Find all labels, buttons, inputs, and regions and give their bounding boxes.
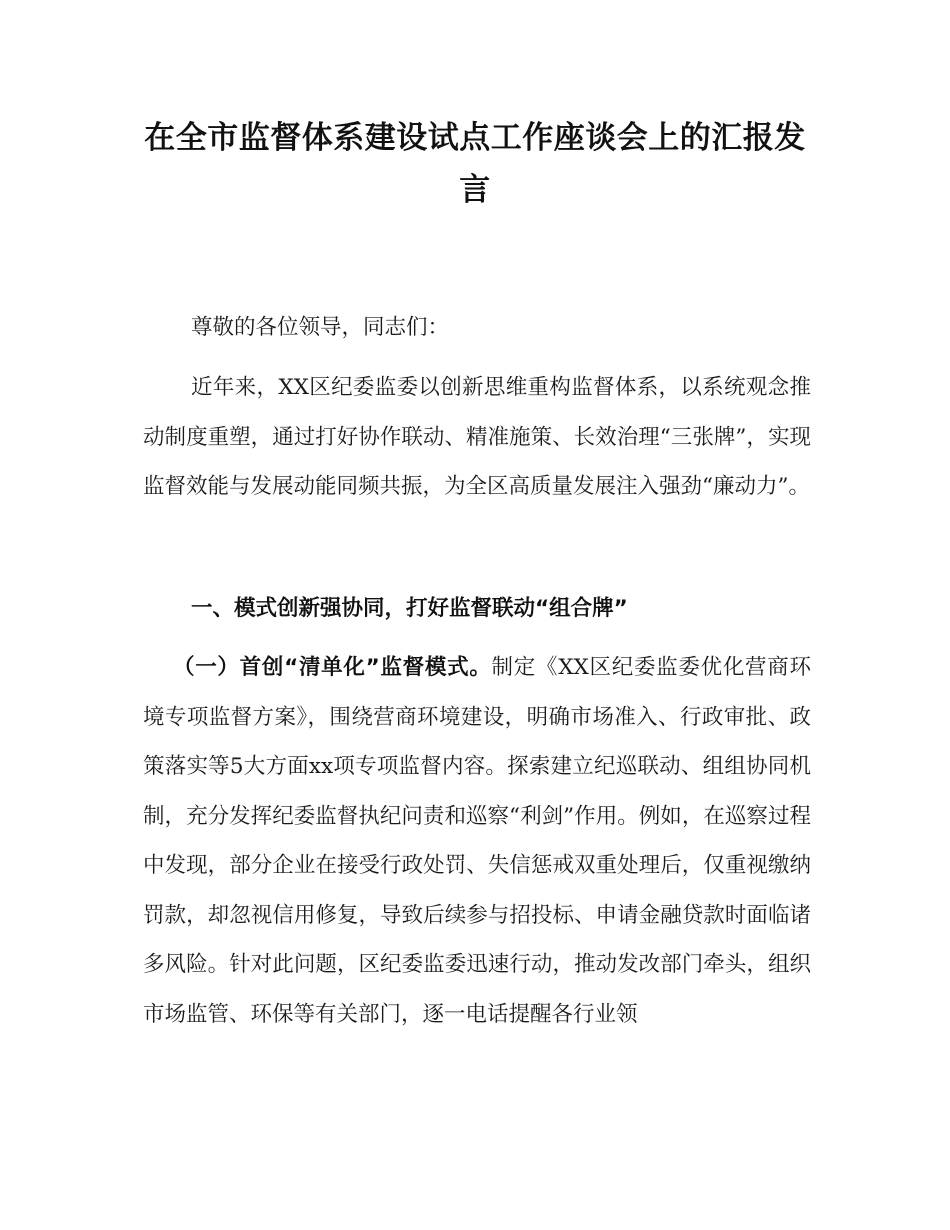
section-one-heading: 一、模式创新强协同，打好监督联动“组合牌” <box>191 596 628 621</box>
subsection-one-paragraph <box>143 643 811 1039</box>
document-title: 在全市监督体系建设试点工作座谈会上的汇报发言 <box>144 120 806 208</box>
subsection-one-text: 制定《XX区纪委监委优化营商环境专项监督方案》，围绕营商环境建设，明确市场准入、行政审批、政策落实等5大方面xx项专项监督内容。探索建立纪巡联动、组组协同机制，充分发挥纪委监督执纪问责和巡察“利剑”作用。例如，在巡察过程中发现，部分企业在接受行政处罚、失信惩戒双重处理后，仅重视缴纳罚款，却忽视信用修复，导致后续参与招投标、申请金融贷款时面临诸多风险。针对此问题，区纪委监委迅速行动，推动发改部门牵头，组织市场监管、环保等有关部门，逐一电话提醒各行业领 <box>143 655 811 1027</box>
intro-paragraph: 近年来，XX区纪委监委以创新思维重构监督体系，以系统观念推动制度重塑，通过打好协作联动、精准施策、长效治理“三张牌”，实现监督效能与发展动能同频共振，为全区高质量发展注入强劲“廉动力”。 <box>143 375 811 499</box>
subsection-one-heading: （一）首创“清单化”监督模式。 <box>173 655 492 680</box>
salutation: 尊敬的各位领导，同志们： <box>191 315 450 340</box>
